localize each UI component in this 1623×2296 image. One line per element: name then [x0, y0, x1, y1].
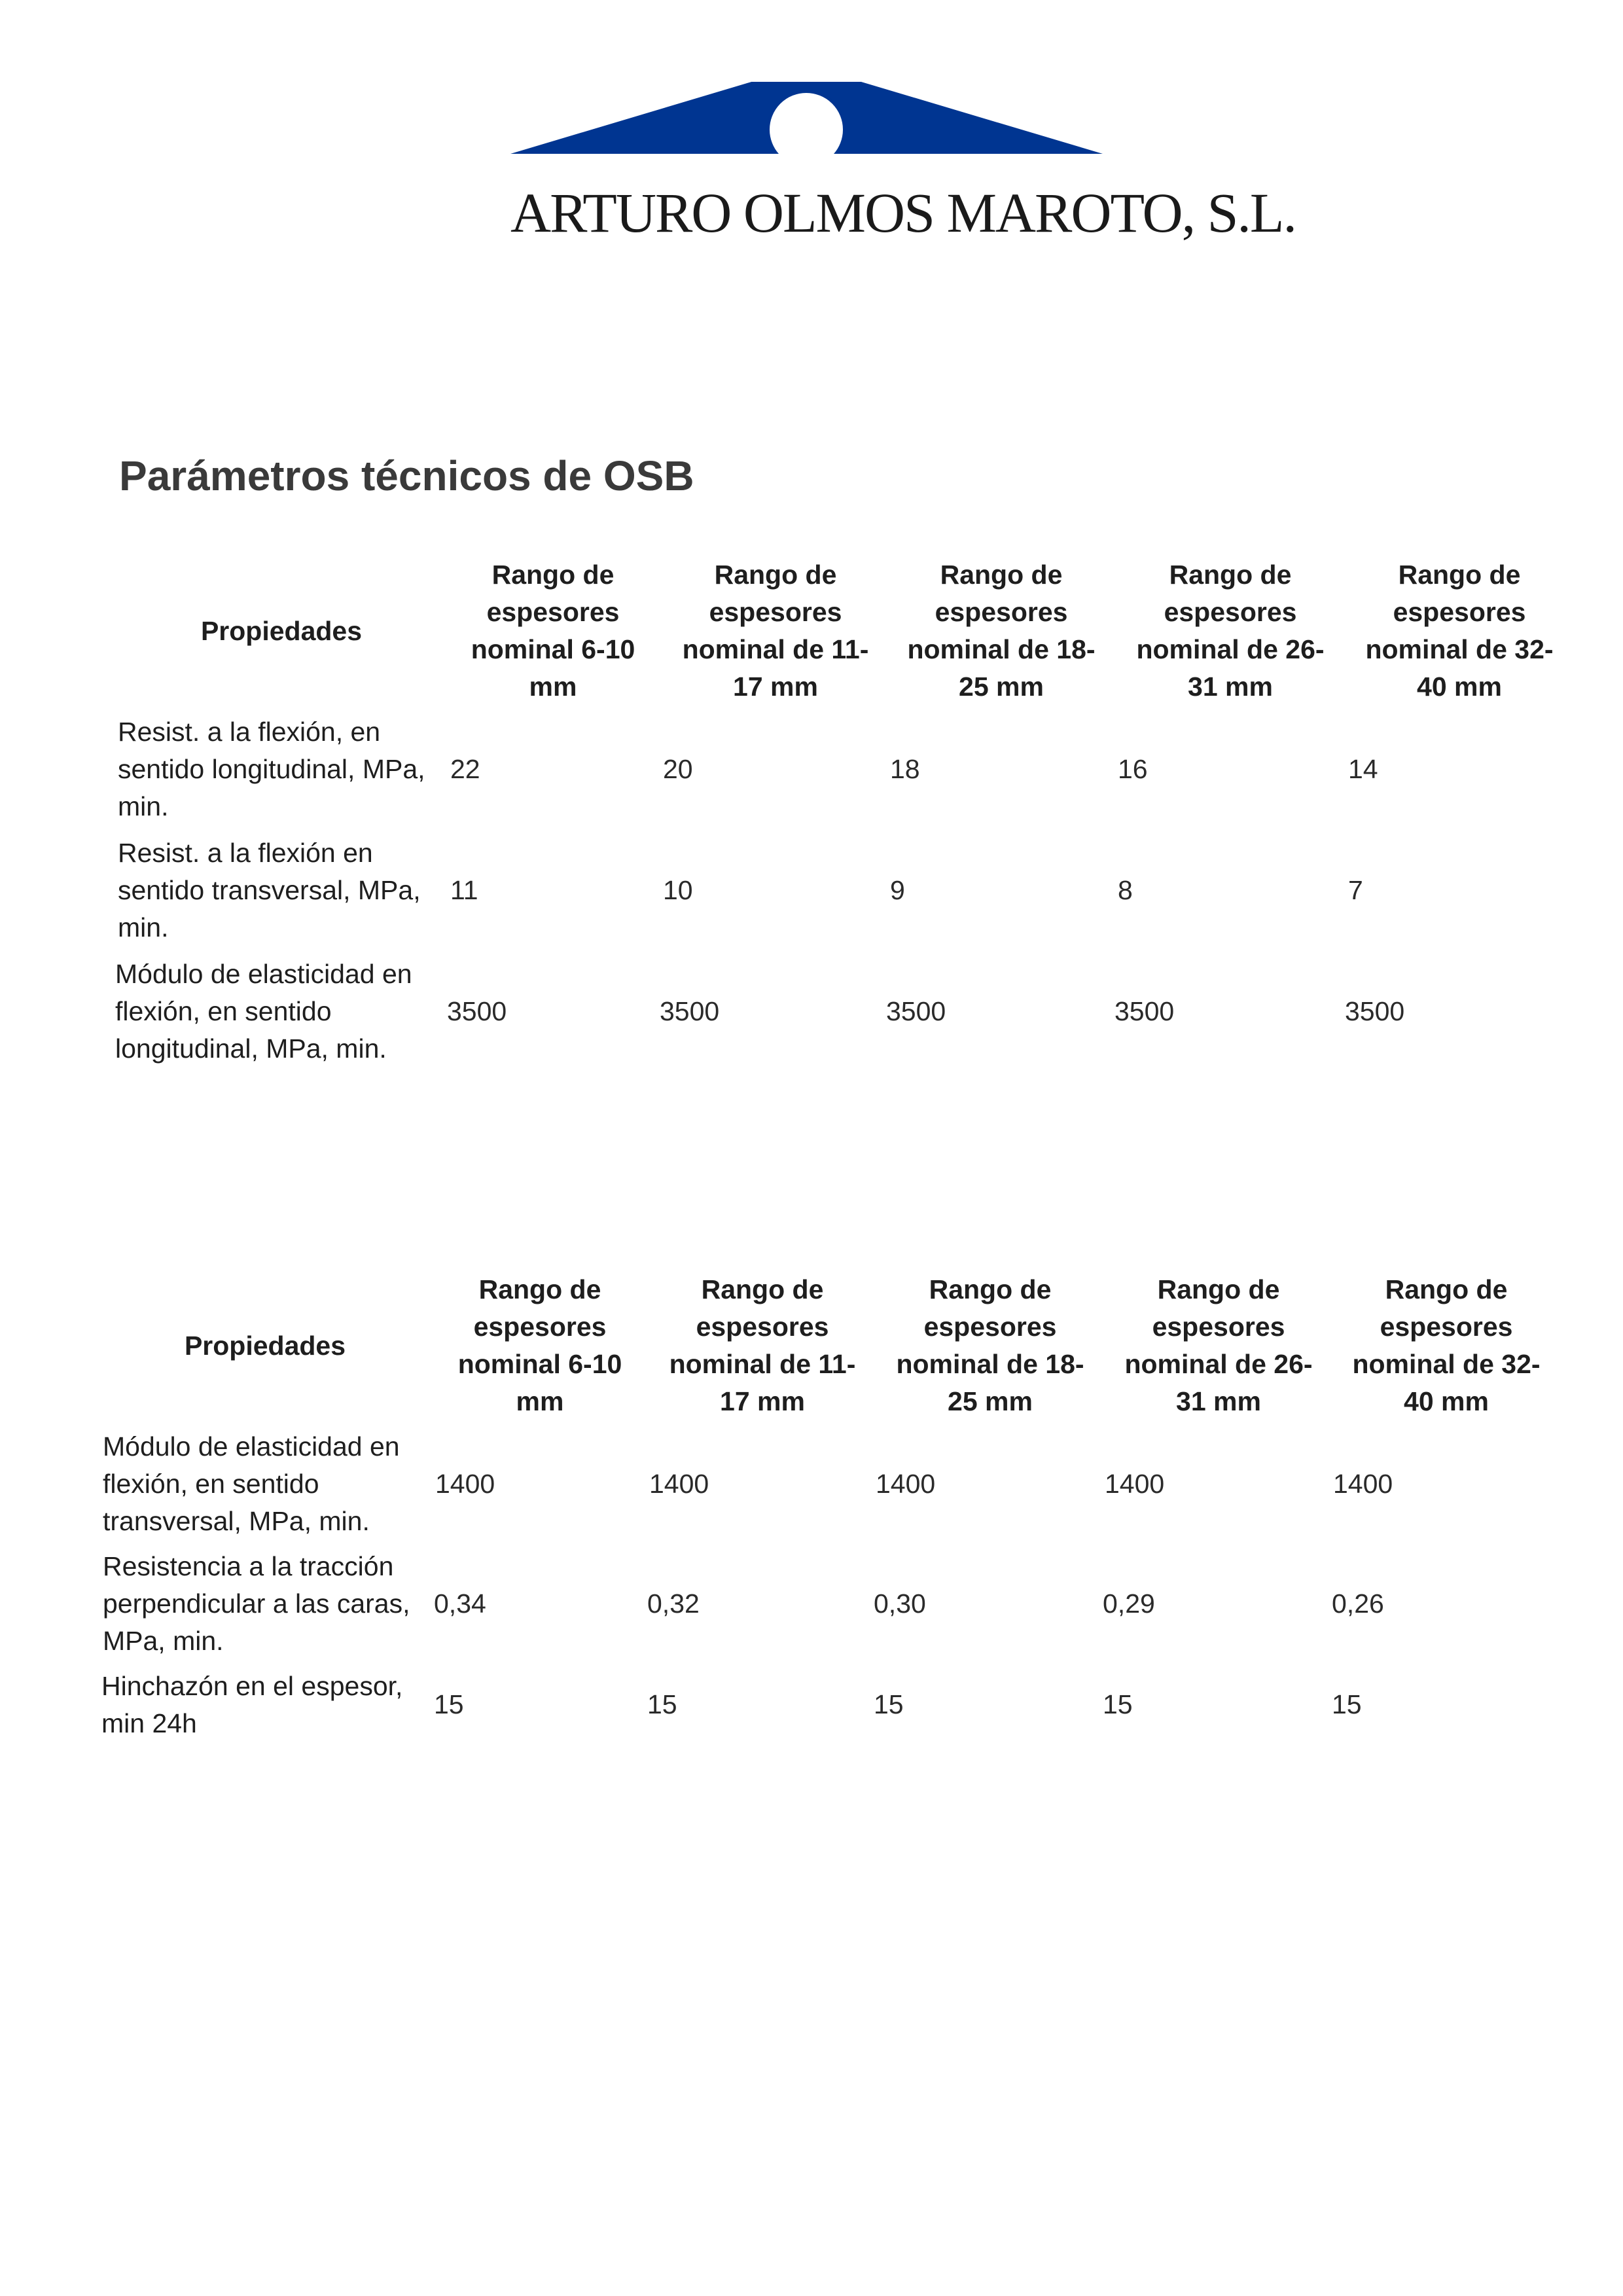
table-header: Rango de espesores nominal 6-10 mm: [471, 560, 635, 702]
property-label: Módulo de elasticidad en flexión, en sentido transversal, MPa, min.: [103, 1431, 400, 1536]
table-cell: 0,34: [434, 1588, 486, 1619]
table-cell: 0,30: [874, 1588, 926, 1619]
table-cell: 3500: [1345, 996, 1405, 1026]
table-cell: 8: [1118, 875, 1133, 905]
table-cell: 9: [890, 875, 905, 905]
property-label: Hinchazón en el espesor, min 24h: [101, 1671, 403, 1738]
property-label: Resistencia a la tracción perpendicular a las caras, MPa, min.: [103, 1551, 410, 1656]
table-cell: 0,26: [1332, 1588, 1384, 1619]
table-cell: 3500: [447, 996, 507, 1026]
table-cell: 0,29: [1103, 1588, 1155, 1619]
table-cell: 3500: [886, 996, 946, 1026]
table-cell: 15: [647, 1689, 677, 1719]
table-cell: 14: [1348, 754, 1378, 784]
table-header: Rango de espesores nominal de 18-25 mm: [907, 560, 1096, 702]
table-cell: 22: [450, 754, 480, 784]
table-cell: 1400: [1333, 1469, 1393, 1499]
table-cell: 1400: [649, 1469, 709, 1499]
table-cell: 15: [434, 1689, 464, 1719]
table-cell: 1400: [876, 1469, 936, 1499]
table-header: Rango de espesores nominal 6-10 mm: [457, 1274, 622, 1416]
table-cell: 11: [450, 875, 478, 905]
property-label: Módulo de elasticidad en flexión, en sentido longitudinal, MPa, min.: [115, 959, 412, 1064]
company-name: ARTURO OLMOS MAROTO, S.L.: [510, 181, 1296, 244]
table-cell: 15: [1332, 1689, 1362, 1719]
table-cell: 1400: [1105, 1469, 1165, 1499]
table-cell: 7: [1348, 875, 1363, 905]
table-cell: 0,32: [647, 1588, 700, 1619]
table-cell: 3500: [660, 996, 720, 1026]
table-header-propiedades: Propiedades: [200, 615, 363, 646]
table-cell: 20: [663, 754, 693, 784]
table-cell: 15: [1103, 1689, 1133, 1719]
table-header: Rango de espesores nominal de 11-17 mm: [682, 560, 869, 702]
table-cell: 3500: [1115, 996, 1175, 1026]
table-header: Rango de espesores nominal de 18-25 mm: [896, 1274, 1084, 1416]
table-header: Rango de espesores nominal de 26-31 mm: [1124, 1274, 1313, 1416]
table-cell: 10: [663, 875, 693, 905]
property-label: Resist. a la flexión, en sentido longitudinal, MPa, min.: [118, 717, 425, 821]
property-label: Resist. a la flexión en sentido transversal, MPa, min.: [118, 838, 421, 942]
page-title: Parámetros técnicos de OSB: [119, 452, 694, 499]
table-cell: 18: [890, 754, 920, 784]
table-header-propiedades: Propiedades: [184, 1330, 346, 1361]
table-cell: 16: [1118, 754, 1148, 784]
table-cell: 15: [874, 1689, 904, 1719]
table-header: Rango de espesores nominal de 26-31 mm: [1136, 560, 1325, 702]
table-header: Rango de espesores nominal de 32-40 mm: [1352, 1274, 1541, 1416]
table-header: Rango de espesores nominal de 32-40 mm: [1365, 560, 1554, 702]
table-cell: 1400: [435, 1469, 495, 1499]
table-header: Rango de espesores nominal de 11-17 mm: [669, 1274, 856, 1416]
